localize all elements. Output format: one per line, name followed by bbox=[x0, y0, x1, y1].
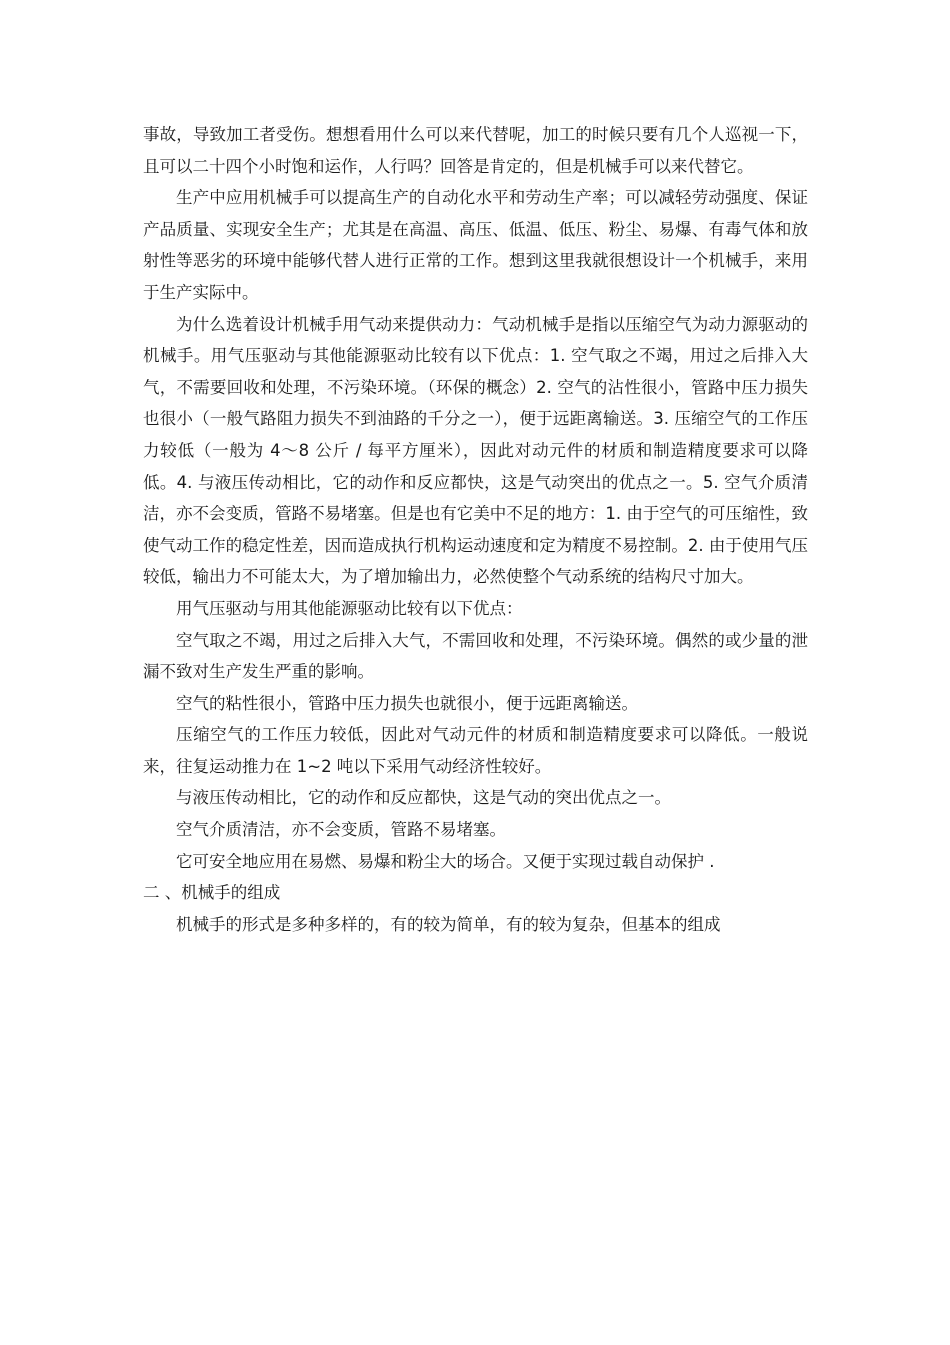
paragraph-advantage-safety: 它可安全地应用在易燃、易爆和粉尘大的场合。又便于实现过载自动保护 . bbox=[176, 851, 715, 871]
paragraph-advantage-speed: 与液压传动相比，它的动作和反应都快，这是气动的突出优点之一。 bbox=[176, 788, 671, 808]
paragraph-accident: 事故，导致加工者受伤。想想看用什么可以来代替呢，加工的时候只要有几个人巡视一下，且可以二十四个小时饱和运作，人行吗？回答是肯定的，但是机械手可以来代替它。 bbox=[143, 125, 808, 176]
paragraph-application: 生产中应用机械手可以提高生产的自动化水平和劳动生产率；可以减轻劳动强度、保证产品质量、实现安全生产；尤其是在高温、高压、低温、低压、粉尘、易爆、有毒气体和放射性等恶劣的环境中能够代替人进行正常的工作。想到这里我就很想设计一个机械手，来用于生产实际中。 bbox=[143, 188, 808, 302]
paragraph-advantage-pressure: 压缩空气的工作压力较低，因此对气动元件的材质和制造精度要求可以降低。一般说来，往复运动推力在 1~2 吨以下采用气动经济性较好。 bbox=[143, 725, 808, 776]
document-body bbox=[143, 119, 808, 940]
section-heading-composition: 二 、机械手的组成 bbox=[143, 883, 281, 903]
paragraph-composition: 机械手的形式是多种多样的，有的较为简单，有的较为复杂，但基本的组成 bbox=[176, 914, 721, 934]
paragraph-advantage-air: 空气取之不竭，用过之后排入大气，不需回收和处理，不污染环境。偶然的或少量的泄漏不致对生产发生严重的影响。 bbox=[143, 630, 808, 682]
paragraph-advantage-clean: 空气介质清洁，亦不会变质，管路不易堵塞。 bbox=[176, 820, 506, 840]
paragraph-advantages-intro: 用气压驱动与用其他能源驱动比较有以下优点： bbox=[176, 598, 523, 618]
paragraph-advantage-viscosity: 空气的粘性很小，管路中压力损失也就很小，便于远距离输送。 bbox=[176, 693, 638, 713]
paragraph-pneumatic-reason: 为什么选着设计机械手用气动来提供动力：气动机械手是指以压缩空气为动力源驱动的机械手。用气压驱动与其他能源驱动比较有以下优点：1. 空气取之不竭，用过之后排入大气，不需要回收和处理，不污染环境。（环保的概念）2. 空气的沾性很小，管路中压力损失也很小（一般气路阻力损失不到油路的千分之一），便于远距离输送。3. 压缩空气的工作压力较低（一般为 4～8 公斤 / 每平方厘米），因此对动元件的材质和制造精度要求可以降低。4. 与液压传动相比，它的动作和反应都快，这是气动突出的优点之一。5. 空气介质清洁，亦不会变质，管路不易堵塞。但是也有它美中不足的地方：1. 由于空气的可压缩性，致使气动工作的稳定性差，因而造成执行机构运动速度和定为精度不易控制。2. 由于使用气压较低，输出力不可能太大，为了增加输出力，必然使整个气动系统的结构尺寸加大。 bbox=[143, 314, 808, 587]
